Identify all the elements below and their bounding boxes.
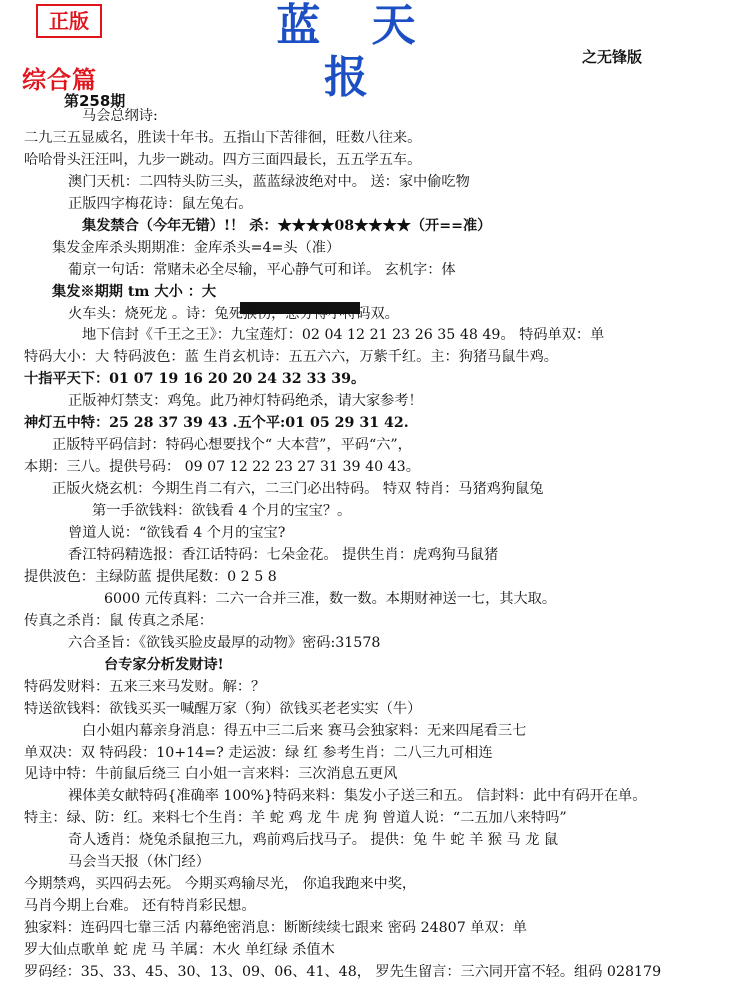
text-line: 正版四字梅花诗：鼠左兔右。: [68, 196, 253, 212]
edition-label: 之无锋版: [582, 48, 643, 66]
text-line: 裸体美女献特码{准确率 100%}特码来料：集发小子送三和五。 信封料：此中有码开在单。: [68, 788, 647, 804]
text-line: 单双决：双 特码段：10+14=? 走运波：绿 红 参考生肖：二八三九可相连: [24, 745, 493, 761]
text-line: 第一手欲钱料：欲钱看 4 个月的宝宝？。: [92, 503, 352, 519]
text-line: 哈哈骨头汪汪叫，九步一跳动。四方三面四最长，五五学五车。: [24, 152, 422, 168]
issue-number: 第258期: [64, 92, 126, 110]
text-line: 神灯五中特：25 28 37 39 43 .五个平:01 05 29 31 42.: [24, 415, 409, 431]
text-line: 6000 元传真料：二六一合并三准，数一数。本期财神送一七，其大取。: [104, 591, 557, 607]
text-line: 独家料：连码四七靠三活 内幕绝密消息：断断续续七跟来 密码 24807 单双：单: [24, 920, 527, 936]
text-line: 澳门天机：二四特头防三头，蓝蓝绿波绝对中。 送：家中偷吃物: [68, 174, 470, 190]
text-line: 罗大仙点歌单 蛇 虎 马 羊属：木火 单红绿 杀值木: [24, 942, 335, 958]
text-line: 集发禁合（今年无错）!！ 杀：★★★★08★★★★（开==准）: [82, 218, 492, 234]
section-title: 综合篇: [22, 65, 97, 94]
text-line: 今期禁鸡，买四码去死。 今期买鸡输尽光， 你追我跑来中奖，: [24, 876, 417, 892]
text-line: 集发金库杀头期期准：金库杀头=4=头（准）: [52, 240, 341, 256]
text-line: 马肖今期上台难。 还有特肖彩民想。: [24, 898, 256, 914]
text-line: 特码发财料：五来三来马发财。解：？: [24, 679, 266, 695]
text-line: 特送欲钱料：欲钱买买一喊醒万家（狗）欲钱买老老实实（牛）: [24, 701, 422, 717]
authentic-stamp: 正版: [36, 4, 102, 38]
text-line: 正版特平码信封：特码心想要找个“ 大本营”，平码“六”，: [52, 437, 412, 453]
text-line: 马会总纲诗:: [82, 108, 158, 124]
text-line: 集发※期期 tm 大小 ：大: [52, 284, 217, 300]
text-line: 曾道人说：“欲钱看 4 个月的宝宝?: [68, 525, 286, 541]
text-line: 六合圣旨：《欲钱买脸皮最厚的动物》密码:31578: [68, 635, 381, 651]
text-line: 马会当天报（休门经）: [68, 854, 210, 870]
text-line: 正版火烧玄机：今期生肖二有六，二三门必出特码。 特双 特肖：马猪鸡狗鼠兔: [52, 481, 544, 497]
text-line: 传真之杀肖：鼠 传真之杀尾：: [24, 613, 213, 629]
masthead-title: 蓝 天 报: [276, 0, 434, 103]
text-line: 台专家分析发财诗!: [104, 657, 224, 673]
text-line: 二九三五显威名，胜读十年书。五指山下苦徘徊，旺数八往来。: [24, 130, 422, 146]
text-line: 提供波色：主绿防蓝 提供尾数：0 2 5 8: [24, 569, 277, 585]
text-line: 特码大小：大 特码波色：蓝 生肖玄机诗：五五六六，万紫千红。主：狗猪马鼠牛鸡。: [24, 349, 558, 365]
text-line: 正版神灯禁支：鸡兔。此乃神灯特码绝杀，请大家参考！: [68, 393, 423, 409]
text-line: 香江特码精选报：香江话特码：七朵金花。 提供生肖：虎鸡狗马鼠猪: [68, 547, 499, 563]
text-line: 特主：绿、防：红。来料七个生肖：羊 蛇 鸡 龙 牛 虎 狗 曾道人说：“二五加八来特吗”: [24, 810, 567, 826]
text-line: 见诗中特：牛前鼠后绕三 白小姐一言来料：三次消息五更风: [24, 766, 398, 782]
text-line: 地下信封《千王之王》：九宝莲灯：02 04 12 21 23 26 35 48 49。 特码单双：单: [82, 327, 605, 343]
text-line: 奇人透肖：烧兔杀鼠抱三九，鸡前鸡后找马子。 提供：兔 牛 蛇 羊 猴 马 龙 鼠: [68, 832, 559, 848]
text-line: 白小姐内幕亲身消息：得五中三二后来 赛马会独家料：无来四尾看三七: [82, 723, 527, 739]
text-line: 罗码经：35、33、45、30、13、09、06、41、48， 罗先生留言：三六同开富不轻。组码 028179: [24, 964, 662, 980]
text-line: 十指平天下：01 07 19 16 20 20 24 32 33 39。: [24, 371, 366, 387]
text-line: 葡京一句话：常赌未必全尽输，平心静气可和详。 玄机字：体: [68, 262, 456, 278]
text-line: 火车头：烧死龙 。诗：兔死猴伤，总分博小特码双。: [68, 306, 399, 322]
text-line: 本期：三八。提供号码： 09 07 12 22 23 27 31 39 40 43。: [24, 459, 420, 475]
